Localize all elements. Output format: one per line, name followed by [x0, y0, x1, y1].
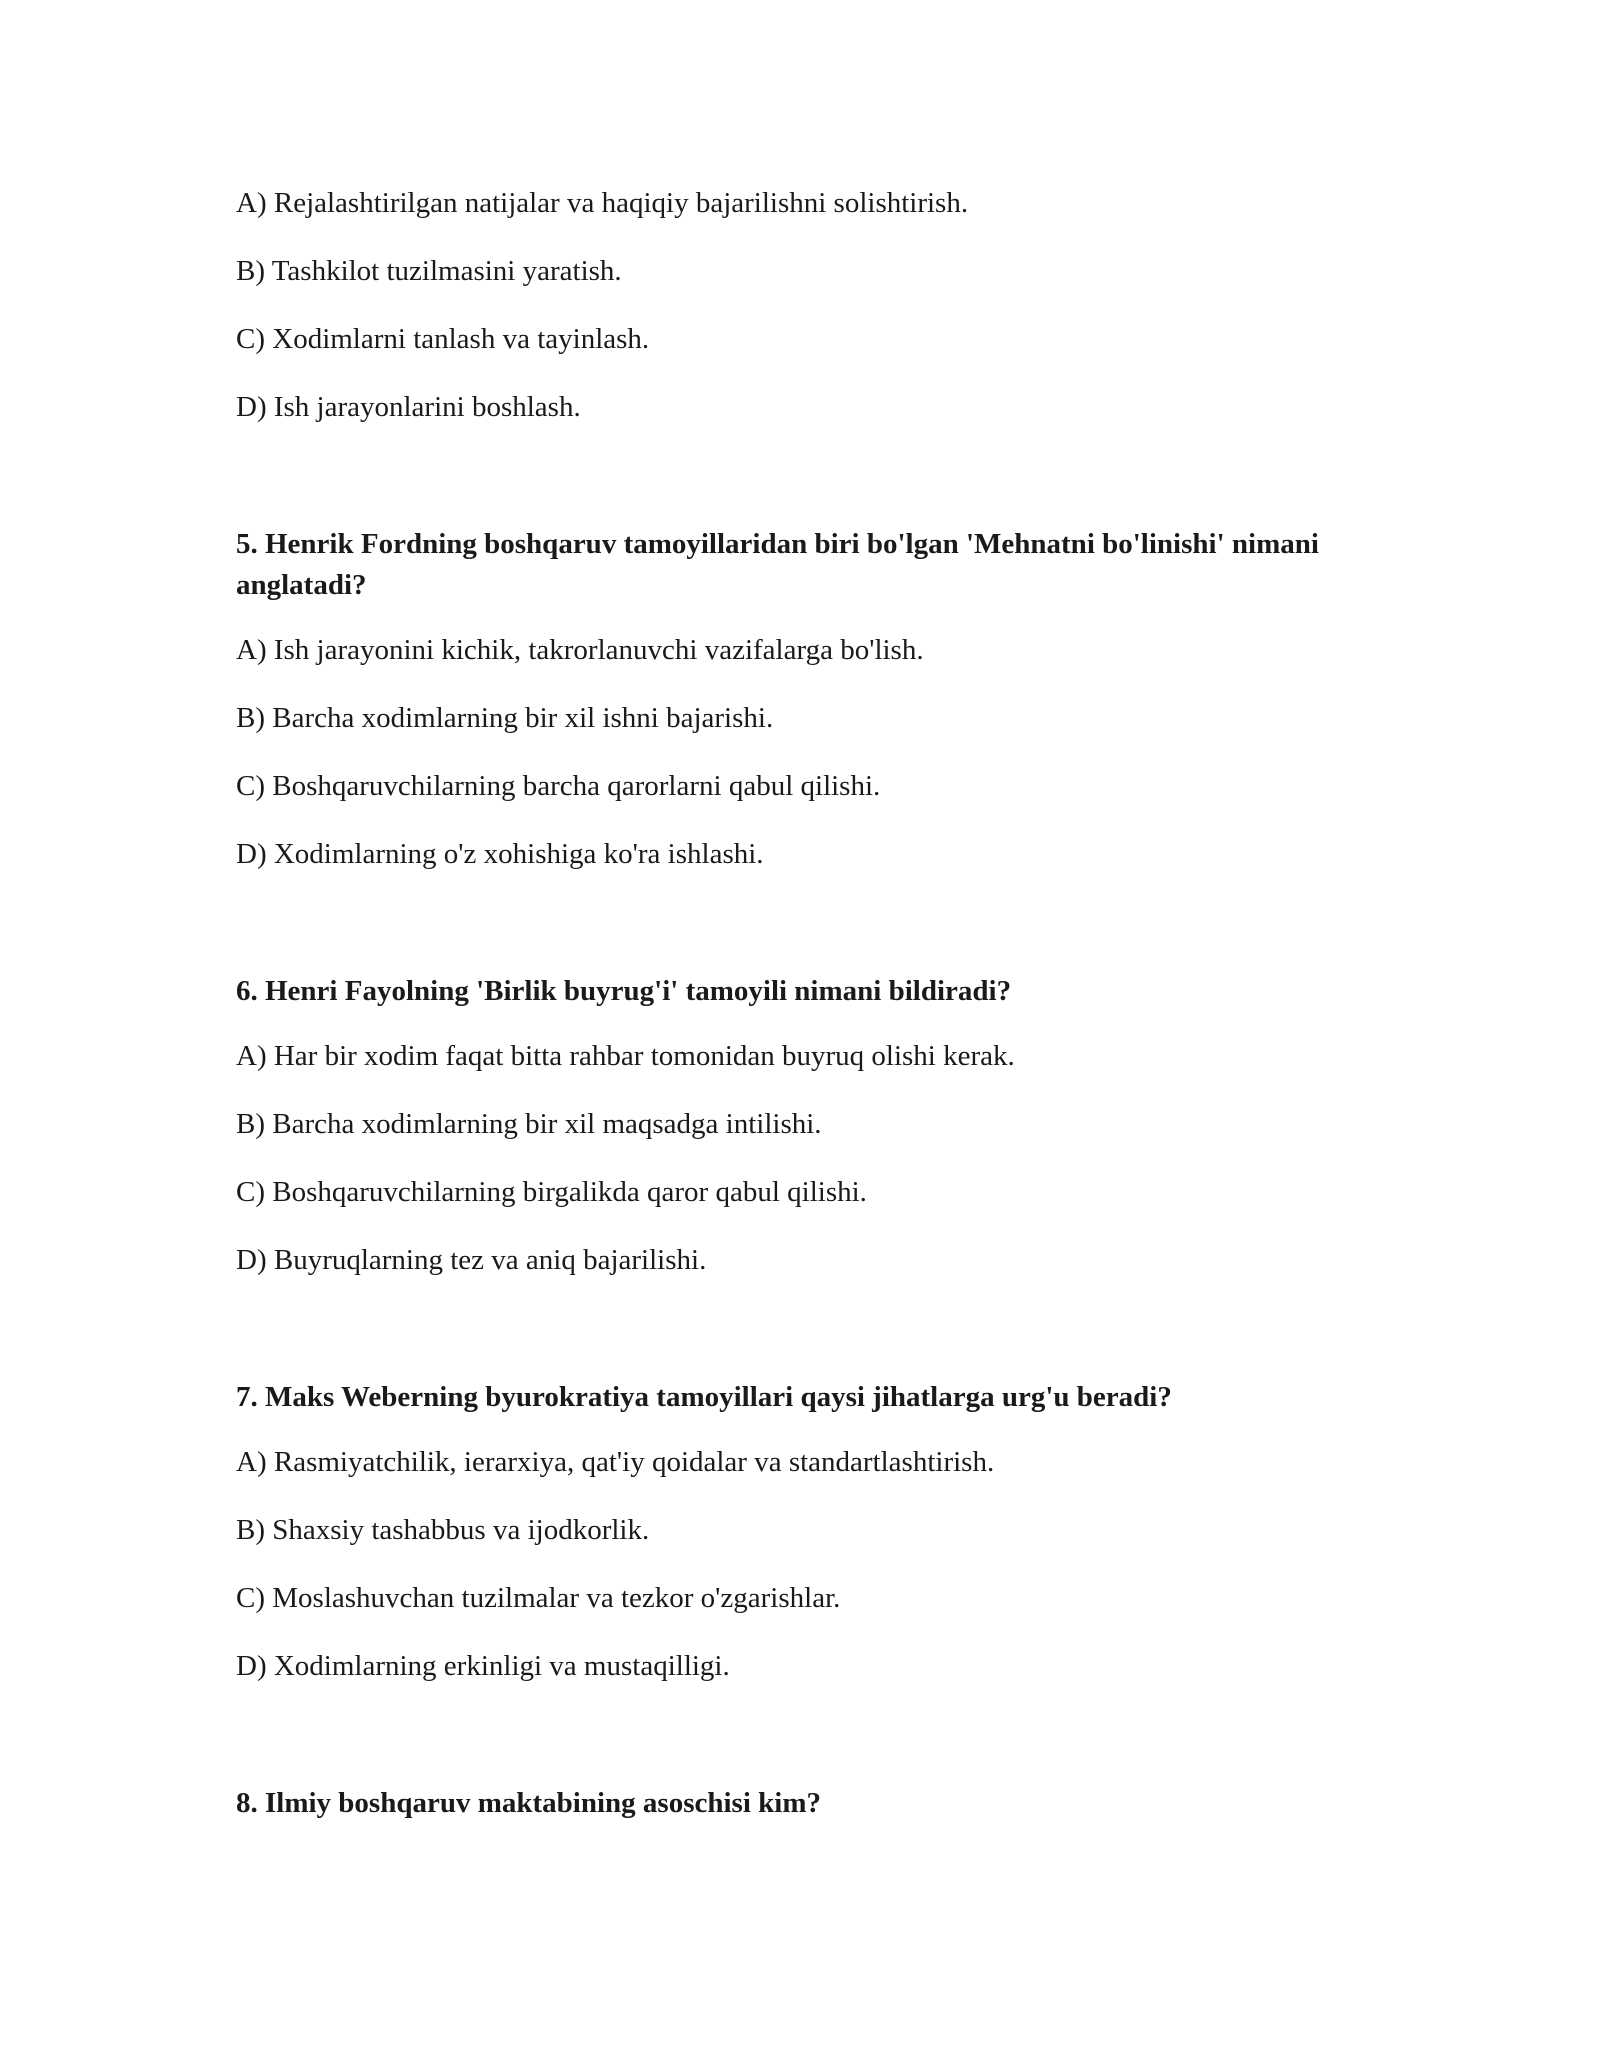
quiz-content: [236, 186, 1386, 1851]
option-d: D) Ish jarayonlarini boshlash.: [236, 391, 581, 423]
question-6: [236, 971, 1386, 1277]
question-text: 8. Ilmiy boshqaruv maktabining asoschisi kim?: [236, 1787, 821, 1819]
option-a: A) Rejalashtirilgan natijalar va haqiqiy bajarilishni solishtirish.: [236, 187, 969, 219]
question-text: 7. Maks Weberning byurokratiya tamoyillari qaysi jihatlarga urg'u beradi?: [236, 1381, 1172, 1413]
option-c: C) Boshqaruvchilarning birgalikda qaror qabul qilishi.: [236, 1176, 867, 1208]
option-c: C) Boshqaruvchilarning barcha qarorlarni qabul qilishi.: [236, 770, 881, 802]
option-b: B) Tashkilot tuzilmasini yaratish.: [236, 255, 622, 287]
question-7: [236, 1377, 1386, 1683]
option-a: A) Har bir xodim faqat bitta rahbar tomonidan buyruq olishi kerak.: [236, 1040, 1015, 1072]
question-5: [236, 524, 1386, 871]
option-a: A) Ish jarayonini kichik, takrorlanuvchi vazifalarga bo'lish.: [236, 634, 924, 666]
option-b: B) Shaxsiy tashabbus va ijodkorlik.: [236, 1514, 650, 1546]
question-8: [236, 1783, 1386, 1824]
option-b: B) Barcha xodimlarning bir xil maqsadga intilishi.: [236, 1108, 822, 1140]
option-c: C) Moslashuvchan tuzilmalar va tezkor o'zgarishlar.: [236, 1582, 841, 1614]
question-text: 5. Henrik Fordning boshqaruv tamoyillaridan biri bo'lgan 'Mehnatni bo'linishi' nimani anglatadi?: [236, 528, 1319, 601]
option-d: D) Xodimlarning o'z xohishiga ko'ra ishlashi.: [236, 838, 764, 870]
option-c: C) Xodimlarni tanlash va tayinlash.: [236, 323, 650, 355]
previous-question-options: [236, 186, 1386, 424]
option-a: A) Rasmiyatchilik, ierarxiya, qat'iy qoidalar va standartlashtirish.: [236, 1446, 995, 1478]
option-b: B) Barcha xodimlarning bir xil ishni bajarishi.: [236, 702, 774, 734]
question-text: 6. Henri Fayolning 'Birlik buyrug'i' tamoyili nimani bildiradi?: [236, 975, 1012, 1007]
option-d: D) Buyruqlarning tez va aniq bajarilishi.: [236, 1244, 707, 1276]
option-d: D) Xodimlarning erkinligi va mustaqilligi.: [236, 1650, 730, 1682]
